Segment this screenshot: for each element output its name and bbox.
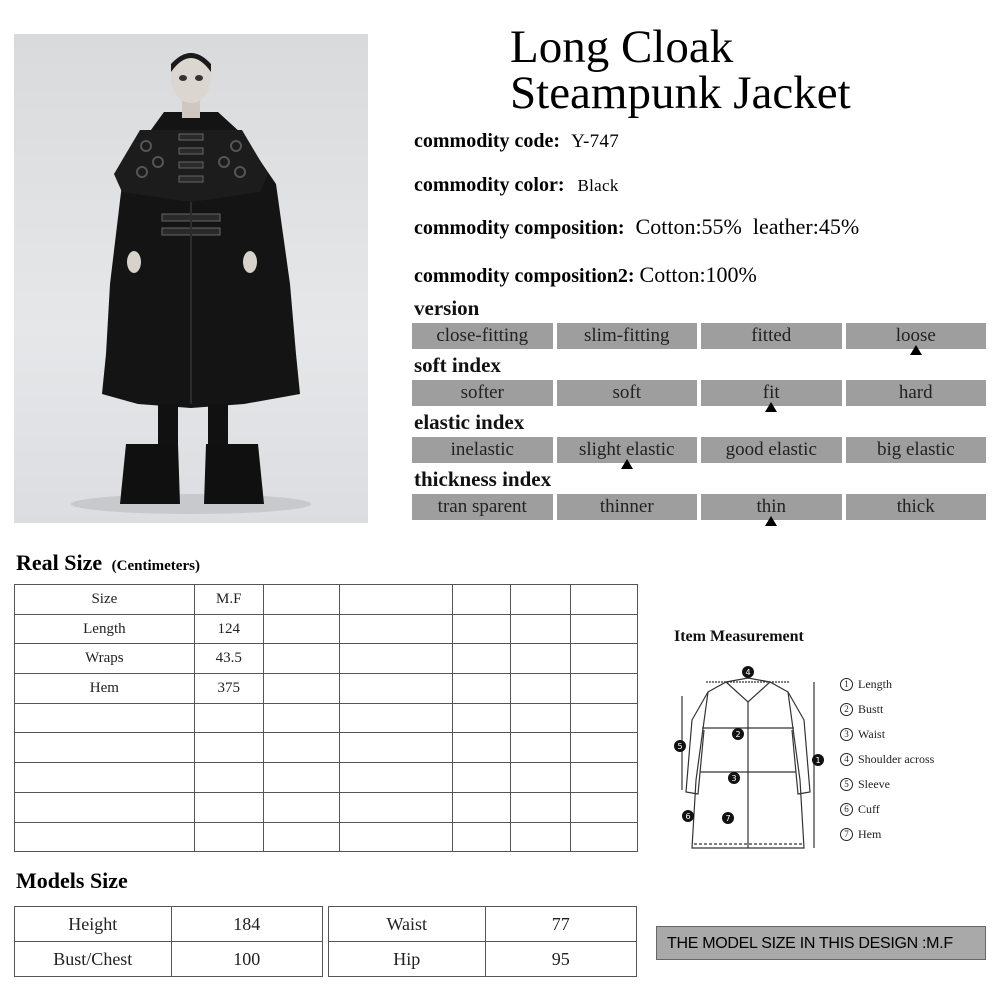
table-cell: Hem xyxy=(15,674,195,704)
models-size-table-right xyxy=(328,906,637,977)
legend-label: Cuff xyxy=(858,802,880,816)
table-row xyxy=(15,733,638,763)
product-photo xyxy=(14,34,368,523)
thickness-index-scale xyxy=(412,494,986,520)
table-cell: Waist xyxy=(329,907,486,942)
number-circle-icon: 5 xyxy=(840,778,853,791)
table-cell: 95 xyxy=(485,942,636,977)
version-option: close-fitting xyxy=(412,323,553,349)
table-cell: 124 xyxy=(194,614,263,644)
commodity-code-label: commodity code: xyxy=(414,130,561,152)
commodity-composition-value: Cotton:55% leather:45% xyxy=(635,214,860,239)
real-size-table xyxy=(14,584,638,852)
legend-item xyxy=(840,797,934,822)
title-line-1: Long Cloak xyxy=(510,21,734,73)
thickness-index-option: tran sparent xyxy=(412,494,553,520)
number-circle-icon: 7 xyxy=(840,828,853,841)
version-option: slim-fitting xyxy=(557,323,698,349)
table-row xyxy=(15,614,638,644)
commodity-composition2-label: commodity composition2: xyxy=(414,265,635,287)
soft-index-option: soft xyxy=(557,380,698,406)
commodity-composition-line xyxy=(414,214,859,240)
thickness-index-option: thick xyxy=(846,494,987,520)
legend-label: Sleeve xyxy=(858,777,890,791)
table-cell: 43.5 xyxy=(194,644,263,674)
commodity-composition-label: commodity composition: xyxy=(414,217,625,239)
soft-index-scale xyxy=(412,380,986,406)
commodity-code-line xyxy=(414,130,619,153)
table-row xyxy=(15,822,638,852)
table-cell: Wraps xyxy=(15,644,195,674)
elastic-index-title: elastic index xyxy=(414,410,525,434)
number-circle-icon: 6 xyxy=(840,803,853,816)
soft-index-option-selected xyxy=(701,380,842,406)
models-size-table-left xyxy=(14,906,323,977)
version-option-selected xyxy=(846,323,987,349)
legend-label: Shoulder across xyxy=(858,752,935,766)
table-cell: 100 xyxy=(171,942,322,977)
diagram-marker-6: 6 xyxy=(685,812,691,821)
commodity-composition2-line xyxy=(414,262,757,288)
measurement-legend xyxy=(840,672,934,847)
number-circle-icon: 2 xyxy=(840,703,853,716)
table-row xyxy=(15,792,638,822)
soft-index-option: softer xyxy=(412,380,553,406)
legend-item xyxy=(840,722,934,747)
diagram-marker-7: 7 xyxy=(725,814,731,823)
legend-label: Hem xyxy=(858,827,882,841)
table-row xyxy=(15,942,323,977)
legend-label: Bustt xyxy=(858,702,884,716)
table-cell: 184 xyxy=(171,907,322,942)
diagram-marker-4: 4 xyxy=(745,668,751,677)
table-cell: Bust/Chest xyxy=(15,942,172,977)
table-row xyxy=(15,763,638,793)
selected-marker-icon xyxy=(765,402,777,412)
thickness-index-option: thinner xyxy=(557,494,698,520)
diagram-marker-2: 2 xyxy=(735,730,741,739)
commodity-color-line xyxy=(414,174,619,197)
table-row xyxy=(15,674,638,704)
soft-index-title: soft index xyxy=(414,353,501,377)
diagram-marker-1: 1 xyxy=(815,756,821,765)
coat-measurement-diagram xyxy=(668,660,828,860)
legend-item xyxy=(840,772,934,797)
number-circle-icon: 4 xyxy=(840,753,853,766)
models-size-title: Models Size xyxy=(16,868,128,893)
model-size-note: THE MODEL SIZE IN THIS DESIGN :M.F xyxy=(656,926,986,960)
legend-label: Length xyxy=(858,677,892,691)
version-option: fitted xyxy=(701,323,842,349)
table-cell: Length xyxy=(15,614,195,644)
thickness-index-option-selected xyxy=(701,494,842,520)
soft-index-option: hard xyxy=(846,380,987,406)
product-title xyxy=(510,21,980,119)
thickness-index-title: thickness index xyxy=(414,467,552,491)
table-row xyxy=(15,644,638,674)
commodity-code-value: Y-747 xyxy=(571,131,620,152)
soft-index-option-label: fit xyxy=(762,382,780,403)
elastic-index-option: good elastic xyxy=(701,437,842,463)
selected-marker-icon xyxy=(910,345,922,355)
elastic-index-option-label: slight elastic xyxy=(578,439,675,460)
version-scale xyxy=(412,323,986,349)
legend-item xyxy=(840,672,934,697)
item-measurement-title: Item Measurement xyxy=(674,628,804,645)
number-circle-icon: 1 xyxy=(840,678,853,691)
legend-label: Waist xyxy=(858,727,886,741)
table-row xyxy=(15,907,323,942)
table-cell: M.F xyxy=(194,585,263,615)
commodity-composition2-value: Cotton:100% xyxy=(639,262,757,287)
table-row xyxy=(329,942,637,977)
number-circle-icon: 3 xyxy=(840,728,853,741)
real-size-title xyxy=(16,550,200,576)
elastic-index-option: big elastic xyxy=(846,437,987,463)
legend-item xyxy=(840,697,934,722)
elastic-index-option: inelastic xyxy=(412,437,553,463)
real-size-unit: (Centimeters) xyxy=(111,558,200,574)
version-title: version xyxy=(414,296,480,320)
table-row xyxy=(15,703,638,733)
table-row xyxy=(329,907,637,942)
table-row xyxy=(15,585,638,615)
diagram-marker-5: 5 xyxy=(677,742,683,751)
elastic-index-scale xyxy=(412,437,986,463)
thickness-index-option-label: thin xyxy=(756,496,787,517)
elastic-index-option-selected xyxy=(557,437,698,463)
table-cell: 77 xyxy=(485,907,636,942)
diagram-marker-3: 3 xyxy=(731,774,737,783)
title-line-2: Steampunk Jacket xyxy=(510,67,851,119)
real-size-heading: Real Size xyxy=(16,550,103,575)
table-cell: Height xyxy=(15,907,172,942)
commodity-color-value: Black xyxy=(577,176,619,195)
table-cell: Hip xyxy=(329,942,486,977)
model-in-cloak-illustration xyxy=(14,34,368,523)
legend-item xyxy=(840,822,934,847)
table-cell: Size xyxy=(15,585,195,615)
table-cell: 375 xyxy=(194,674,263,704)
version-option-label: loose xyxy=(895,325,936,346)
commodity-color-label: commodity color: xyxy=(414,174,565,196)
legend-item xyxy=(840,747,934,772)
selected-marker-icon xyxy=(765,516,777,526)
selected-marker-icon xyxy=(621,459,633,469)
